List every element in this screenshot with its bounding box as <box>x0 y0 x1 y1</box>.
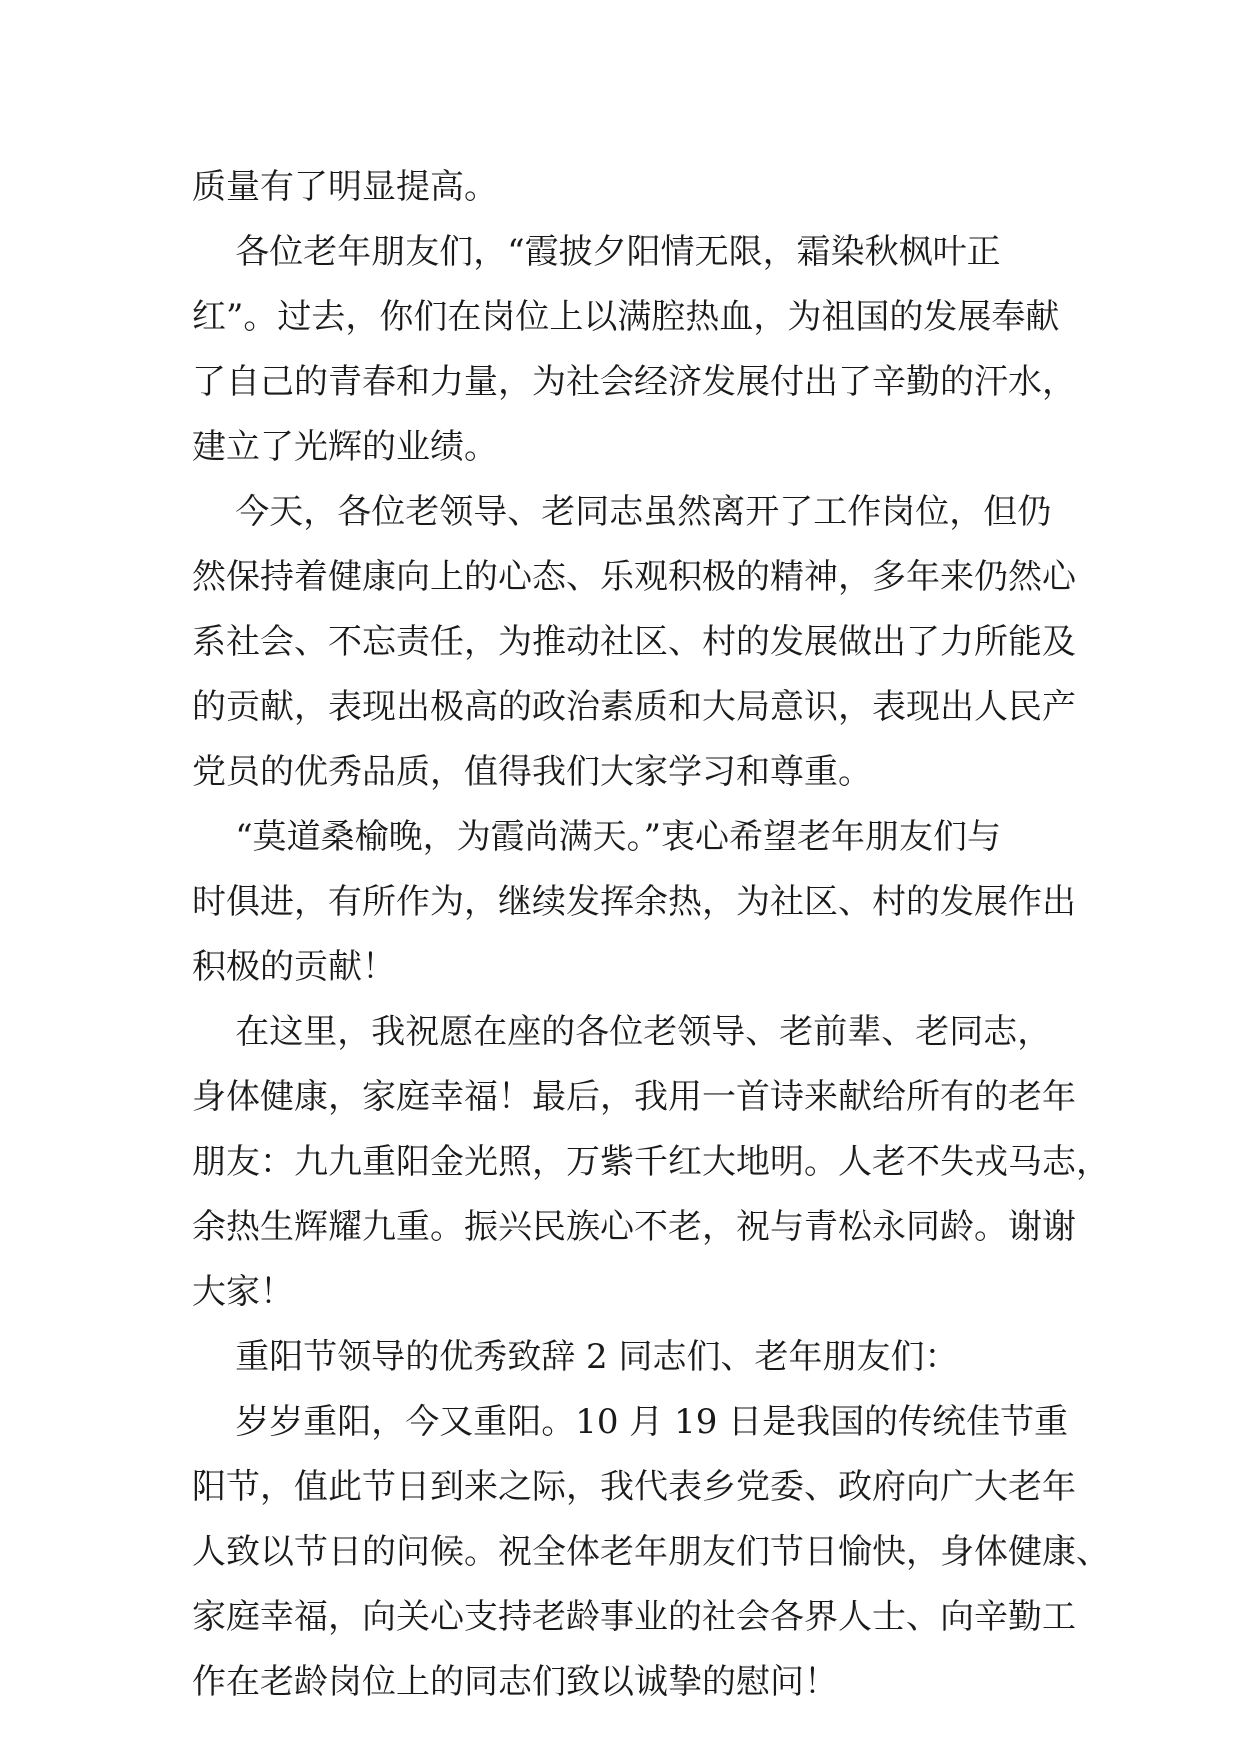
text-line: 阳节，值此节日到来之际，我代表乡党委、政府向广大老年 <box>192 1467 1076 1507</box>
text-line: 的贡献，表现出极高的政治素质和大局意识，表现出人民产 <box>192 687 1076 727</box>
text-line: 重阳节领导的优秀致辞 2 同志们、老年朋友们： <box>192 1337 959 1377</box>
text-line: 身体健康，家庭幸福！最后，我用一首诗来献给所有的老年 <box>192 1077 1076 1117</box>
text-line: 朋友：九九重阳金光照，万紫千红大地明。人老不失戎马志， <box>192 1142 1110 1182</box>
text-line: 岁岁重阳，今又重阳。10 月 19 日是我国的传统佳节重 <box>192 1402 1069 1442</box>
text-line: 红”。过去，你们在岗位上以满腔热血，为祖国的发展奉献 <box>192 297 1060 337</box>
text-line: “莫道桑榆晚，为霞尚满天。”衷心希望老年朋友们与 <box>192 817 1001 857</box>
text-line: 大家！ <box>192 1272 294 1312</box>
text-line: 系社会、不忘责任，为推动社区、村的发展做出了力所能及 <box>192 622 1076 662</box>
text-line: 今天，各位老领导、老同志虽然离开了工作岗位，但仍 <box>192 492 1052 532</box>
document-body <box>192 159 1110 1719</box>
text-line: 了自己的青春和力量，为社会经济发展付出了辛勤的汗水， <box>192 362 1076 402</box>
text-line: 积极的贡献！ <box>192 947 396 987</box>
text-line: 在这里，我祝愿在座的各位老领导、老前辈、老同志， <box>192 1012 1052 1052</box>
text-line: 余热生辉耀九重。振兴民族心不老，祝与青松永同龄。谢谢 <box>192 1207 1076 1247</box>
text-line: 人致以节日的问候。祝全体老年朋友们节日愉快，身体健康、 <box>192 1532 1110 1572</box>
text-line: 作在老龄岗位上的同志们致以诚挚的慰问！ <box>192 1662 838 1702</box>
text-line: 党员的优秀品质，值得我们大家学习和尊重。 <box>192 752 872 792</box>
text-line: 然保持着健康向上的心态、乐观积极的精神，多年来仍然心 <box>192 557 1076 597</box>
text-line: 时俱进，有所作为，继续发挥余热，为社区、村的发展作出 <box>192 882 1076 922</box>
text-line: 建立了光辉的业绩。 <box>192 427 498 467</box>
text-line: 质量有了明显提高。 <box>192 167 498 207</box>
text-line: 家庭幸福，向关心支持老龄事业的社会各界人士、向辛勤工 <box>192 1597 1076 1637</box>
text-line: 各位老年朋友们，“霞披夕阳情无限，霜染秋枫叶正 <box>192 232 1001 272</box>
